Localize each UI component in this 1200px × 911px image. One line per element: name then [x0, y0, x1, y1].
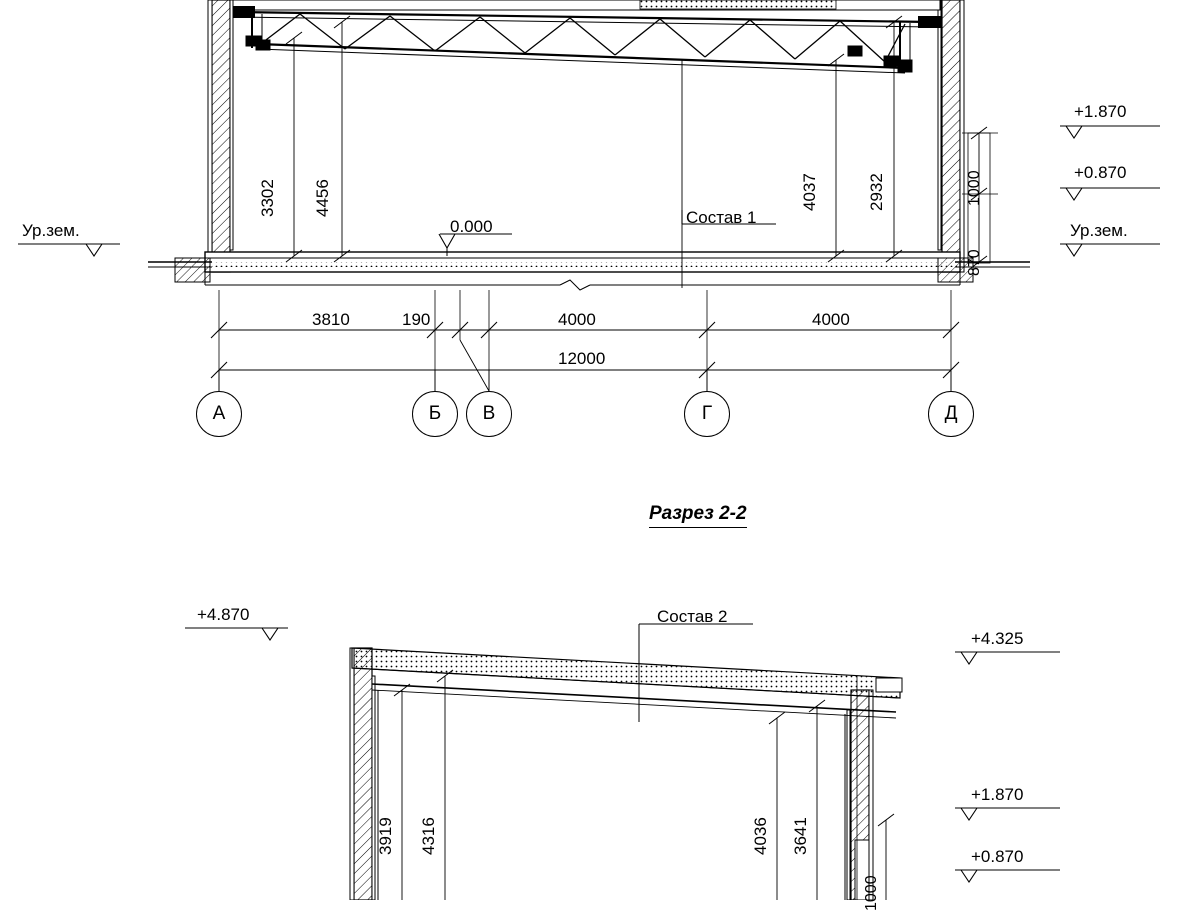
level-mark-0870-right: +0.870	[1074, 163, 1127, 182]
dim-4000-right: 4000	[812, 310, 850, 329]
roof-truss	[236, 12, 930, 73]
dim-3302: 3302	[258, 179, 277, 217]
dim-4037: 4037	[800, 173, 819, 211]
axis-mark-b-label: Б	[428, 403, 442, 424]
level-mark-ground-right: Ур.зем.	[1070, 221, 1128, 240]
axis-mark-d	[928, 391, 974, 437]
dim-4456: 4456	[313, 179, 332, 217]
level-mark-1870-right: +1.870	[1074, 102, 1127, 121]
left-wall	[208, 0, 233, 272]
lower-vertical-dimensions-left	[394, 670, 453, 900]
dim-1000-top: 1000	[966, 170, 983, 206]
lower-roof-slab	[352, 648, 902, 718]
dim-4000-left: 4000	[558, 310, 596, 329]
level-mark-1870-lower-right: +1.870	[971, 785, 1024, 804]
level-marks-left	[18, 244, 120, 256]
axis-mark-g	[684, 391, 730, 437]
dim-2932: 2932	[867, 173, 886, 211]
right-wall	[938, 0, 964, 272]
dim-870-top: 870	[966, 249, 983, 276]
level-mark-ground-left: Ур.зем.	[22, 221, 80, 240]
axis-mark-a-label: А	[212, 403, 226, 424]
section-title-2-2: Разрез 2-2	[649, 503, 747, 528]
dim-3641: 3641	[791, 817, 810, 855]
dim-3810: 3810	[312, 310, 350, 329]
floor-slab	[148, 252, 1030, 290]
dim-190: 190	[402, 310, 431, 329]
vertical-dimensions-left	[286, 16, 350, 262]
section-2-2-upper-part	[18, 0, 1160, 392]
callout-sostav-2: Состав 2	[657, 607, 728, 626]
lower-right-wall	[847, 690, 873, 900]
level-mark-zero: 0.000	[450, 217, 493, 236]
dim-4036: 4036	[751, 817, 770, 855]
dim-3919: 3919	[376, 817, 395, 855]
axis-mark-v	[466, 391, 512, 437]
dim-1000-bottom: 1000	[863, 875, 880, 911]
callout-sostav-1: Состав 1	[686, 208, 757, 227]
horizontal-dimension-chain	[211, 290, 959, 392]
vertical-dimensions-right	[828, 16, 902, 262]
axis-mark-g-label: Г	[701, 403, 713, 424]
section-lower-part	[185, 624, 1060, 900]
axis-mark-a	[196, 391, 242, 437]
dim-4316: 4316	[419, 817, 438, 855]
lower-interior-lines	[378, 690, 845, 900]
axis-mark-d-label: Д	[944, 403, 958, 424]
level-mark-4325-right: +4.325	[971, 629, 1024, 648]
axis-mark-b	[412, 391, 458, 437]
lower-vertical-dimensions-right	[769, 676, 894, 900]
lower-left-wall	[350, 648, 375, 900]
level-mark-0870-lower-right: +0.870	[971, 847, 1024, 866]
axis-mark-v-label: В	[482, 403, 496, 424]
roof-slab	[233, 0, 940, 10]
level-mark-4870-left: +4.870	[197, 605, 250, 624]
dim-12000-total: 12000	[558, 349, 606, 368]
